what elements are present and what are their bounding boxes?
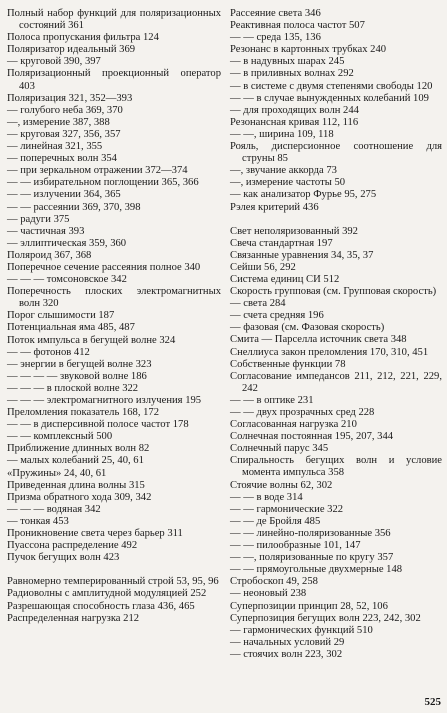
index-entry: — — в оптике 231: [230, 394, 314, 406]
section-gap: [7, 564, 221, 576]
index-entry: — — двух прозрачных сред 228: [230, 407, 375, 418]
index-entry: Радиоволны с амплитудной модуляцией 252: [7, 588, 207, 600]
index-column-right: [230, 8, 442, 661]
index-entry: — света 284: [230, 298, 286, 310]
index-entry: — счета средняя 196: [230, 310, 324, 322]
index-entry: Пуассона распределение 492: [7, 540, 138, 552]
index-entry: Поляроид 367, 368: [7, 249, 92, 261]
index-entry: Порог слышимости 187: [7, 310, 115, 322]
index-entry: — начальных условий 29: [230, 636, 345, 648]
index-entry: Рояль, дисперсионное соотношение для струны 85: [230, 141, 442, 165]
index-entry: Разрешающая способность глаза 436, 465: [7, 600, 195, 612]
index-entry: — гармонических функций 510: [230, 624, 373, 636]
index-entry: — — среда 135, 136: [230, 32, 321, 44]
index-entry: — — фотонов 412: [7, 346, 90, 358]
index-entry: Поляризатор идеальный 369: [7, 44, 136, 56]
index-entry: — для проходящих волн 244: [230, 104, 359, 116]
index-entry: Спиральность бегущих волн и условие момента импульса 358: [230, 455, 442, 479]
index-entry: — стоячих волн 223, 302: [230, 648, 343, 660]
index-entry: Стоячие волны 62, 302: [230, 479, 333, 491]
index-entry: Поляризация 321, 352—393: [7, 92, 133, 104]
index-entry: — — комплексный 500: [7, 431, 113, 443]
index-entry: — неоновый 238: [230, 588, 307, 600]
index-entry: Система единиц СИ 512: [230, 273, 340, 285]
index-entry: — фазовая (см. Фазовая скорость): [230, 322, 385, 334]
index-column-left: [7, 8, 221, 625]
index-entry: Солнечная постоянная 195, 207, 344: [230, 431, 394, 443]
index-entry: Приведенная длина волны 315: [7, 479, 145, 491]
index-entry: — — — электромагнитного излучения 195: [7, 395, 202, 406]
index-entry: — — — водяная 342: [7, 503, 101, 515]
index-entry: «Пружины» 24, 40, 61: [7, 467, 107, 479]
index-entry: — — в дисперсивной полосе частот 178: [7, 419, 189, 431]
index-entry: — — излучении 364, 365: [7, 189, 121, 201]
index-entry: Потенциальная яма 485, 487: [7, 322, 135, 334]
index-entry: Скорость групповая (см. Групповая скорость): [230, 286, 437, 298]
index-entry: — —, ширина 109, 118: [230, 128, 334, 140]
index-entry: — — линейно-поляризованные 356: [230, 527, 391, 539]
index-entry: — — в воде 314: [230, 491, 303, 503]
index-entry: — — рассеянии 369, 370, 398: [7, 201, 141, 213]
index-entry: Рэлея критерий 436: [230, 201, 319, 213]
index-entry: — — в случае вынужденных колебаний 109: [230, 92, 429, 104]
index-entry: — в надувных шарах 245: [230, 56, 345, 68]
index-entry: —, звучание аккорда 73: [230, 165, 337, 177]
index-entry: Поперечное сечение рассеяния полное 340: [7, 261, 201, 273]
index-entry: — — прямоугольные двухмерные 148: [230, 564, 403, 576]
index-entry: — — де Бройля 485: [230, 515, 321, 527]
index-entry: — поперечных волн 354: [7, 153, 117, 165]
index-entry: Полоса пропускания фильтра 124: [7, 32, 159, 44]
index-entry: Проникновение света через барьер 311: [7, 528, 183, 540]
index-entry: — голубого неба 369, 370: [7, 104, 123, 116]
index-entry: Снеллиуса закон преломления 170, 310, 451: [230, 346, 429, 358]
index-entry: Связанные уравнения 34, 35, 37: [230, 249, 374, 261]
index-entry: — радуги 375: [7, 213, 70, 225]
index-entry: — эллиптическая 359, 360: [7, 237, 127, 249]
index-entry: Резонанс в картонных трубках 240: [230, 44, 387, 56]
index-entry: — — — — звуковой волне 186: [7, 370, 147, 382]
index-entry: Стробоскоп 49, 258: [230, 576, 318, 588]
index-entry: Распределенная нагрузка 212: [7, 612, 140, 624]
index-entry: Свет неполяризованный 392: [230, 225, 358, 237]
index-entry: Призма обратного хода 309, 342: [7, 491, 152, 503]
index-entry: Рассеяние света 346: [230, 8, 321, 19]
index-entry: — — пилообразные 101, 147: [230, 540, 361, 552]
index-entry: Суперпозиции принцип 28, 52, 106: [230, 600, 388, 612]
index-entry: Суперпозиция бегущих волн 223, 242, 302: [230, 612, 421, 624]
index-entry: Равномерно темперированный строй 53, 95, 96: [7, 576, 219, 588]
index-entry: — — гармонические 322: [230, 503, 344, 515]
index-entry: Согласованная нагрузка 210: [230, 419, 357, 431]
index-entry: Резонансная кривая 112, 116: [230, 116, 359, 128]
index-entry: Солнечный парус 345: [230, 443, 329, 455]
index-entry: — — — томсоновское 342: [7, 274, 127, 286]
index-entry: — линейная 321, 355: [7, 141, 103, 153]
index-entry: — — — в плоской волне 322: [7, 382, 139, 394]
index-entry: Собственные функции 78: [230, 358, 346, 370]
index-entry: Приближение длинных волн 82: [7, 443, 150, 455]
index-entry: — частичная 393: [7, 225, 85, 237]
index-entry: Поток импульса в бегущей волне 324: [7, 334, 176, 346]
index-entry: — энергии в бегущей волне 323: [7, 358, 152, 370]
index-entry: Преломления показатель 168, 172: [7, 407, 160, 419]
index-entry: — при зеркальном отражении 372—374: [7, 165, 188, 177]
page-number: 525: [424, 695, 441, 708]
index-entry: —, измерение 387, 388: [7, 116, 110, 128]
index-entry: Пучок бегущих волн 423: [7, 552, 120, 564]
index-entry: — тонкая 453: [7, 515, 69, 527]
index-entry: Полный набор функций для поляризационных состояний 361: [7, 8, 221, 32]
index-entry: Поперечность плоских электромагнитных волн 320: [7, 286, 221, 310]
index-entry: — —, поляризованные по кругу 357: [230, 552, 394, 564]
index-entry: Поляризационный проекционный оператор 403: [7, 68, 221, 92]
index-entry: — в приливных волнах 292: [230, 68, 354, 80]
index-entry: — круговая 327, 356, 357: [7, 128, 121, 140]
index-entry: Свеча стандартная 197: [230, 237, 333, 249]
index-entry: — — избирательном поглощении 365, 366: [7, 177, 199, 189]
index-entry: — как анализатор Фурье 95, 275: [230, 189, 377, 201]
index-entry: —, измерение частоты 50: [230, 177, 346, 189]
index-entry: Согласование импедансов 211, 212, 221, 229, 242: [230, 370, 442, 394]
index-entry: Смита — Парселла источник света 348: [230, 334, 407, 346]
index-entry: — малых колебаний 25, 40, 61: [7, 455, 144, 467]
index-entry: — в системе с двумя степенями свободы 120: [230, 80, 433, 92]
index-entry: — круговой 390, 397: [7, 56, 101, 68]
index-entry: Реактивная полоса частот 507: [230, 20, 365, 32]
section-gap: [230, 214, 442, 226]
index-entry: Сейши 56, 292: [230, 261, 296, 273]
